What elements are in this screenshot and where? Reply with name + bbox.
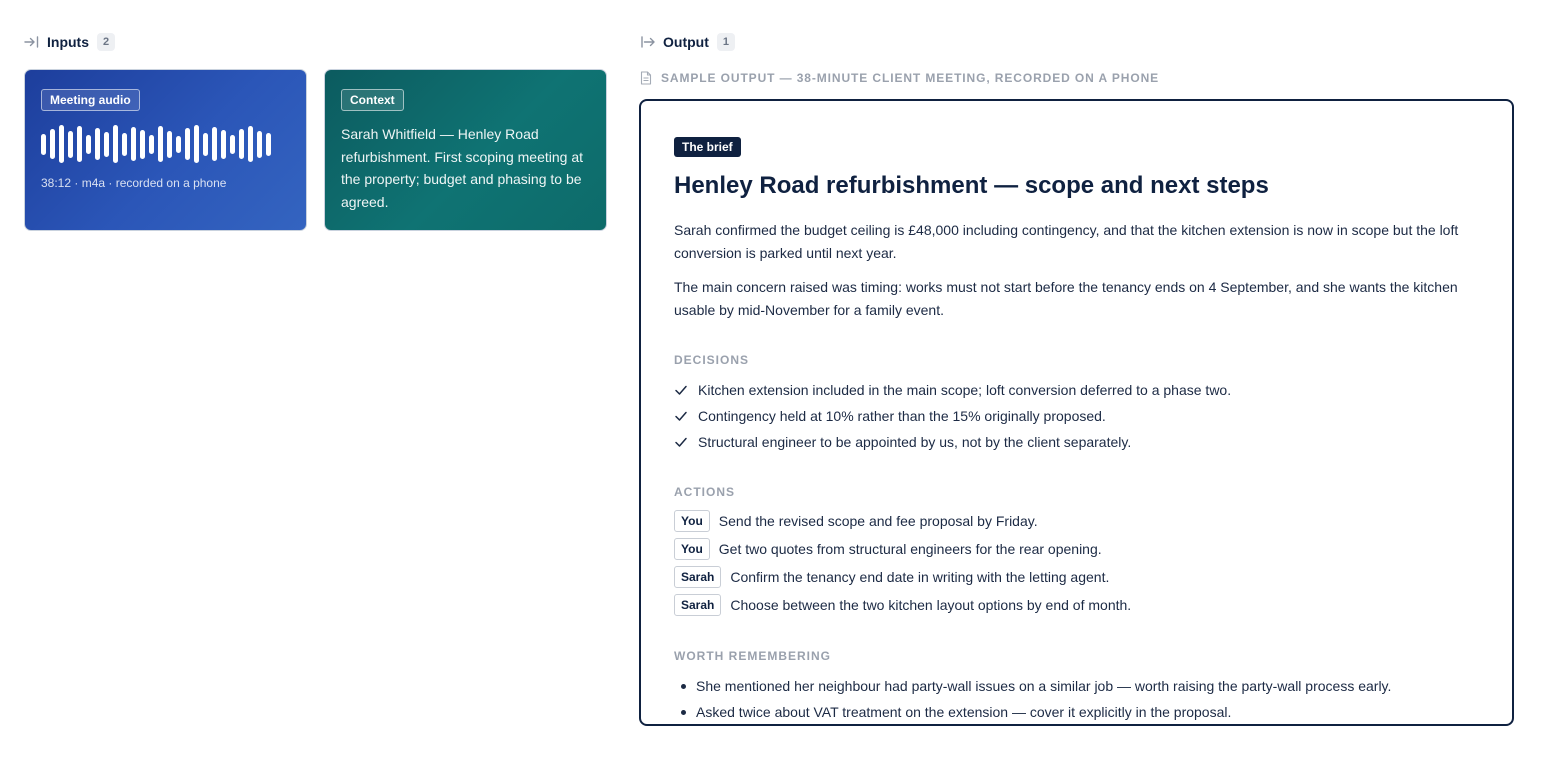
waveform-bar <box>221 130 226 159</box>
action-text: Confirm the tenancy end date in writing with the letting agent. <box>730 569 1110 585</box>
remember-item <box>674 699 1479 725</box>
brief-paragraph: Sarah confirmed the budget ceiling is £48,000 including contingency, and that the kitchen extension is now in scope but the loft conversion is parked until next year. <box>674 222 1459 261</box>
waveform-bar <box>167 131 172 158</box>
output-subheading <box>640 71 1159 85</box>
output-count-badge: 1 <box>717 33 735 51</box>
waveform-bar <box>257 131 262 158</box>
output-subheading-text: SAMPLE OUTPUT — 38-MINUTE CLIENT MEETING, RECORDED ON A PHONE <box>661 71 1160 85</box>
action-owner-badge: You <box>674 510 710 532</box>
waveform-bar <box>50 129 55 159</box>
meeting-audio-card[interactable] <box>24 69 307 231</box>
context-text: Sarah Whitfield — Henley Road refurbishment. First scoping meeting at the property; budget and phasing to be agreed. <box>341 126 583 210</box>
brief-title: Henley Road refurbishment — scope and next steps <box>674 172 1269 199</box>
action-owner-badge: You <box>674 538 710 560</box>
waveform-bar <box>266 133 271 156</box>
decision-item <box>674 377 1479 403</box>
waveform-bar <box>59 125 64 163</box>
brief-chip: The brief <box>674 137 741 157</box>
waveform-bar <box>104 132 109 157</box>
waveform-bar <box>239 129 244 159</box>
check-icon <box>674 409 688 423</box>
waveform-bar <box>185 128 190 160</box>
bullet-icon <box>681 684 686 689</box>
inputs-title: Inputs <box>47 34 89 50</box>
waveform-bar <box>149 135 154 154</box>
actions-list <box>674 507 1479 619</box>
audio-meta: 38:12 · m4a · recorded on a phone <box>41 176 227 190</box>
meeting-audio-chip: Meeting audio <box>41 89 140 111</box>
waveform-bar <box>86 135 91 154</box>
waveform-bar <box>95 128 100 160</box>
decision-text: Kitchen extension included in the main scope; loft conversion deferred to a phase two. <box>698 382 1232 398</box>
output-title: Output <box>663 34 709 50</box>
action-item <box>674 507 1479 535</box>
inputs-count-badge: 2 <box>97 33 115 51</box>
brief-paragraph: The main concern raised was timing: works must not start before the tenancy ends on 4 September, and she wants the kitchen usable by mid-November for a family event. <box>674 279 1458 318</box>
remember-text: Asked twice about VAT treatment on the extension — cover it explicitly in the proposal. <box>696 704 1232 720</box>
action-text: Choose between the two kitchen layout options by end of month. <box>730 597 1132 613</box>
decisions-list <box>674 377 1479 455</box>
action-item <box>674 563 1479 591</box>
action-owner-badge: Sarah <box>674 566 721 588</box>
waveform-bar <box>248 126 253 162</box>
output-header <box>640 32 735 52</box>
action-item <box>674 535 1479 563</box>
waveform-bar <box>77 126 82 162</box>
brief-panel <box>639 99 1514 726</box>
decision-text: Structural engineer to be appointed by us, not by the client separately. <box>698 434 1132 450</box>
waveform-bar <box>113 125 118 163</box>
check-icon <box>674 435 688 449</box>
waveform-bar <box>41 134 46 155</box>
waveform-bar <box>194 125 199 163</box>
arrow-from-bar-icon <box>640 35 656 49</box>
remember-item <box>674 673 1479 699</box>
decision-text: Contingency held at 10% rather than the 15% originally proposed. <box>698 408 1106 424</box>
action-owner-badge: Sarah <box>674 594 721 616</box>
waveform-bar <box>212 127 217 161</box>
bullet-icon <box>681 710 686 715</box>
decision-item <box>674 429 1479 455</box>
waveform-bar <box>122 133 127 156</box>
action-item <box>674 591 1479 619</box>
waveform-bar <box>140 130 145 159</box>
remember-text: She mentioned her neighbour had party-wall issues on a similar job — worth raising the party-wall process early. <box>696 678 1392 694</box>
waveform-bar <box>176 136 181 153</box>
action-text: Get two quotes from structural engineers for the rear opening. <box>718 541 1102 557</box>
action-text: Send the revised scope and fee proposal by Friday. <box>718 513 1038 529</box>
document-icon <box>640 71 652 85</box>
waveform-bar <box>131 127 136 161</box>
waveform-bar <box>68 131 73 158</box>
worth-remembering-list <box>674 673 1479 725</box>
actions-heading: ACTIONS <box>674 485 735 499</box>
worth-remembering-heading: WORTH REMEMBERING <box>674 649 831 663</box>
arrow-right-to-bar-icon <box>24 35 40 49</box>
context-card[interactable] <box>324 69 607 231</box>
waveform-bar <box>158 126 163 162</box>
waveform-bar <box>203 133 208 156</box>
context-chip: Context <box>341 89 404 111</box>
waveform-bar <box>230 135 235 154</box>
check-icon <box>674 383 688 397</box>
audio-waveform <box>41 125 290 163</box>
decision-item <box>674 403 1479 429</box>
decisions-heading: DECISIONS <box>674 353 750 367</box>
inputs-header <box>24 32 115 52</box>
